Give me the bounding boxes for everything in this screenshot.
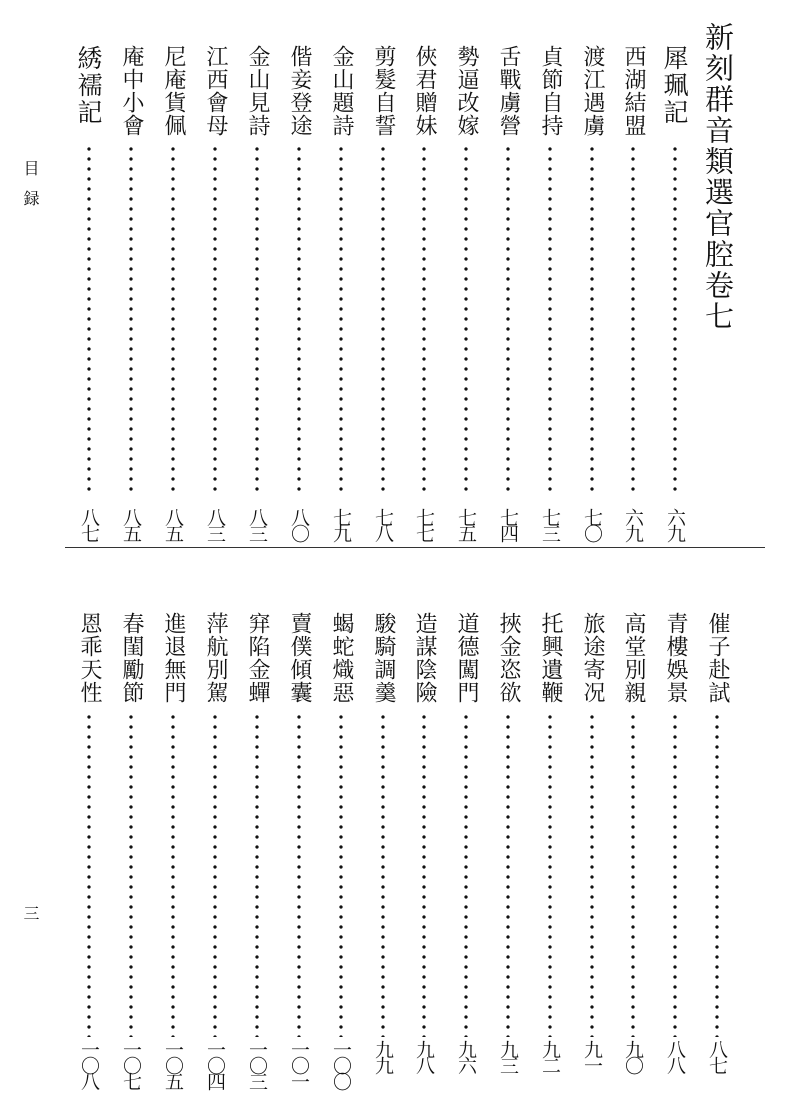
section-divider	[65, 547, 765, 548]
toc-entry-title: 尼庵貨佩	[161, 45, 186, 137]
toc-entry-title: 貞節自持	[538, 45, 563, 137]
toc-play-title: 犀珮記	[660, 45, 689, 126]
toc-entry-title: 萍航別駕	[203, 612, 228, 704]
toc-entry-title: 進退無門	[161, 612, 186, 704]
toc-entry-title: 托興遺鞭	[538, 612, 563, 704]
toc-page-number: 一〇八	[78, 1040, 100, 1088]
toc-dot-leader	[255, 144, 259, 494]
toc-page-number: 七七	[413, 508, 435, 540]
toc-page-number: 九二	[539, 1040, 561, 1072]
toc-dot-leader	[506, 144, 510, 494]
toc-play-title: 綉襦記	[74, 45, 103, 126]
toc-dot-leader	[339, 712, 343, 1037]
toc-dot-leader	[297, 144, 301, 494]
toc-dot-leader	[548, 712, 552, 1037]
toc-page-number: 九九	[372, 1040, 394, 1072]
toc-dot-leader	[590, 144, 594, 494]
toc-dot-leader	[381, 712, 385, 1037]
toc-page-number: 一〇三	[246, 1040, 268, 1088]
toc-page-number: 七〇	[581, 508, 603, 540]
toc-dot-leader	[673, 144, 677, 494]
toc-dot-leader	[422, 144, 426, 494]
toc-entry-title: 挾金恣欲	[496, 612, 521, 704]
toc-page-number: 九六	[455, 1040, 477, 1072]
toc-page-number: 一〇七	[120, 1040, 142, 1088]
toc-dot-leader	[673, 712, 677, 1037]
toc-page-number: 八五	[120, 508, 142, 540]
toc-dot-leader	[171, 712, 175, 1037]
toc-dot-leader	[715, 712, 719, 1037]
toc-page-number: 一〇四	[204, 1040, 226, 1088]
toc-entry-title: 穽陷金蟬	[245, 612, 270, 704]
toc-dot-leader	[213, 144, 217, 494]
toc-entry-title: 賣僕傾囊	[287, 612, 312, 704]
toc-page-number: 八七	[78, 508, 100, 540]
toc-page-number: 九〇	[622, 1040, 644, 1072]
toc-page-number: 六九	[622, 508, 644, 540]
toc-entry-title: 舌戰虜營	[496, 45, 521, 137]
toc-dot-leader	[548, 144, 552, 494]
toc-entry-title: 江西會母	[203, 45, 228, 137]
toc-entry-title: 金山題詩	[329, 45, 354, 137]
toc-entry-title: 剪髮自誓	[371, 45, 396, 137]
toc-page-number: 八〇	[288, 508, 310, 540]
section-label: 目録	[21, 160, 40, 220]
toc-dot-leader	[631, 712, 635, 1037]
toc-page-number: 六九	[664, 508, 686, 540]
toc-entry-title: 金山見詩	[245, 45, 270, 137]
toc-entry-title: 駿騎調羹	[371, 612, 396, 704]
toc-dot-leader	[129, 712, 133, 1037]
toc-entry-title: 高堂別親	[621, 612, 646, 704]
toc-page-number: 七八	[372, 508, 394, 540]
toc-page-number: 九一	[581, 1040, 603, 1072]
toc-entry-title: 蝎蛇熾惡	[329, 612, 354, 704]
toc-entry-title: 偕妾登途	[287, 45, 312, 137]
toc-page-number: 八七	[706, 1040, 728, 1072]
toc-entry-title: 西湖結盟	[621, 45, 646, 137]
toc-dot-leader	[171, 144, 175, 494]
volume-title: 新刻群音類選官腔卷七	[701, 22, 735, 332]
toc-entry-title: 勢逼改嫁	[454, 45, 479, 137]
toc-page-number: 九八	[413, 1040, 435, 1072]
toc-page-number: 七四	[497, 508, 519, 540]
toc-dot-leader	[464, 712, 468, 1037]
toc-dot-leader	[87, 712, 91, 1037]
toc-dot-leader	[339, 144, 343, 494]
toc-entry-title: 恩乖天性	[77, 612, 102, 704]
toc-dot-leader	[422, 712, 426, 1037]
toc-dot-leader	[631, 144, 635, 494]
page-number: 三	[21, 905, 40, 921]
toc-entry-title: 旅途寄况	[580, 612, 605, 704]
toc-entry-title: 庵中小會	[119, 45, 144, 137]
toc-dot-leader	[255, 712, 259, 1037]
toc-entry-title: 春閨勵節	[119, 612, 144, 704]
toc-entry-title: 催子赴試	[705, 612, 730, 704]
toc-dot-leader	[464, 144, 468, 494]
toc-dot-leader	[590, 712, 594, 1037]
toc-entry-title: 渡江遇虜	[580, 45, 605, 137]
toc-page-number: 八三	[204, 508, 226, 540]
toc-page-number: 七三	[539, 508, 561, 540]
toc-dot-leader	[87, 144, 91, 494]
toc-dot-leader	[381, 144, 385, 494]
toc-page-number: 七九	[330, 508, 352, 540]
toc-entry-title: 俠君贈妹	[412, 45, 437, 137]
toc-dot-leader	[506, 712, 510, 1037]
toc-page-number: 七五	[455, 508, 477, 540]
toc-entry-title: 造謀陰險	[412, 612, 437, 704]
toc-page-number: 八八	[664, 1040, 686, 1072]
toc-page-number: 一〇五	[162, 1040, 184, 1088]
toc-page-number: 一〇一	[288, 1040, 310, 1088]
toc-dot-leader	[297, 712, 301, 1037]
toc-dot-leader	[129, 144, 133, 494]
toc-dot-leader	[213, 712, 217, 1037]
toc-page-number: 九三	[497, 1040, 519, 1072]
toc-page-number: 八五	[162, 508, 184, 540]
toc-entry-title: 道德闖門	[454, 612, 479, 704]
toc-page-number: 八三	[246, 508, 268, 540]
toc-page-number: 一〇〇	[330, 1040, 352, 1088]
toc-entry-title: 青樓娛景	[663, 612, 688, 704]
